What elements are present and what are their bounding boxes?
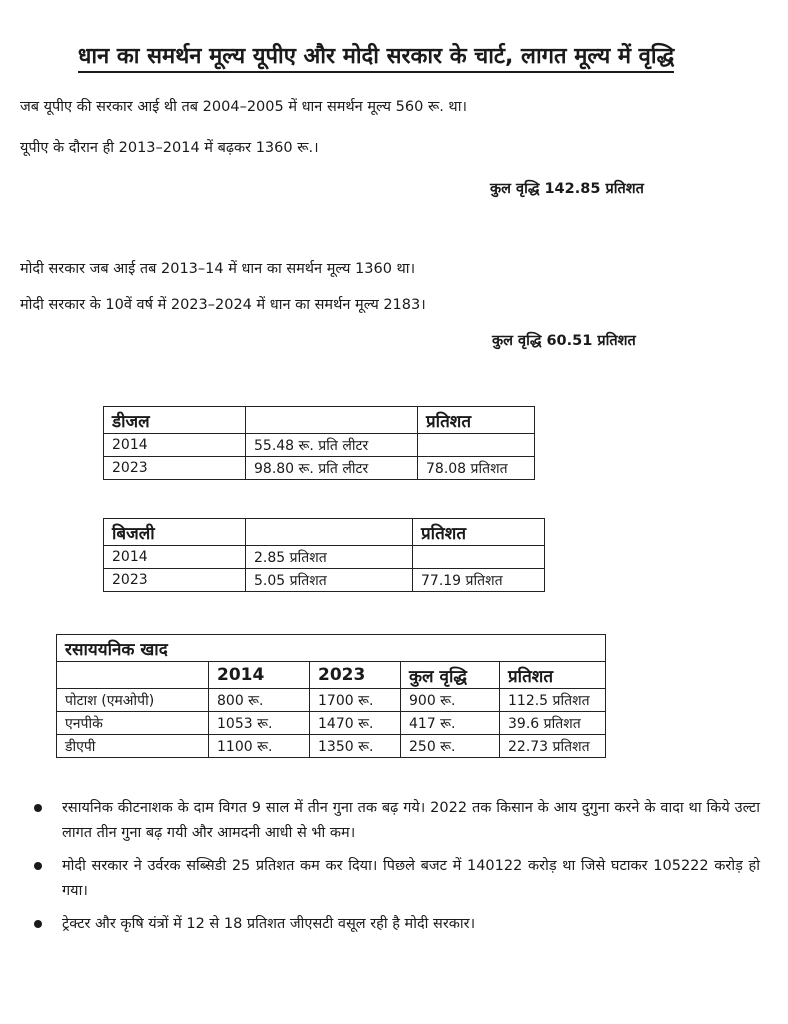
table-cell: 55.48 रू. प्रति लीटर bbox=[246, 434, 418, 457]
table-title-row bbox=[57, 635, 606, 662]
table-row bbox=[104, 569, 545, 592]
table-cell: 417 रू. bbox=[401, 712, 500, 735]
modi-line-1: मोदी सरकार जब आई तब 2013–14 में धान का समर्थन मूल्य 1360 था। bbox=[20, 261, 416, 277]
table-cell: 1053 रू. bbox=[209, 712, 310, 735]
table-cell: 78.08 प्रतिशत bbox=[418, 457, 535, 480]
list-item-text: मोदी सरकार ने उर्वरक सब्सिडी 25 प्रतिशत कम कर दिया। पिछले बजट में 140122 करोड़ था जिसे घटाकर 105222 करोड़ हो गया। bbox=[62, 858, 760, 899]
table-cell: 1470 रू. bbox=[310, 712, 401, 735]
bullet-list bbox=[30, 796, 760, 945]
table-header-cell: 2023 bbox=[310, 662, 401, 689]
table-header-cell bbox=[246, 407, 418, 434]
page-title: धान का समर्थन मूल्य यूपीए और मोदी सरकार के चार्ट, लागत मूल्य में वृद्धि bbox=[0, 40, 752, 70]
diesel-table bbox=[103, 406, 535, 480]
table-cell: 77.19 प्रतिशत bbox=[413, 569, 545, 592]
table-cell: 2023 bbox=[104, 569, 246, 592]
modi-total-increase: कुल वृद्धि 60.51 प्रतिशत bbox=[492, 333, 636, 349]
list-item-text: ट्रेक्टर और कृषि यंत्रों में 12 से 18 प्रतिशत जीएसटी वसूल रही है मोदी सरकार। bbox=[62, 916, 476, 932]
table-header-row bbox=[104, 519, 545, 546]
table-header-cell: डीजल bbox=[104, 407, 246, 434]
electricity-table bbox=[103, 518, 545, 592]
list-item bbox=[30, 912, 760, 937]
table-header-cell: प्रतिशत bbox=[500, 662, 606, 689]
upa-line-2: यूपीए के दौरान ही 2013–2014 में बढ़कर 1360 रू.। bbox=[20, 140, 319, 156]
table-cell: 1700 रू. bbox=[310, 689, 401, 712]
upa-total-increase: कुल वृद्धि 142.85 प्रतिशत bbox=[490, 181, 644, 197]
table-cell: 1100 रू. bbox=[209, 735, 310, 758]
bullet-icon bbox=[34, 804, 42, 812]
list-item bbox=[30, 854, 760, 904]
table-cell bbox=[413, 546, 545, 569]
bullet-icon bbox=[34, 862, 42, 870]
fertilizer-table-title: रसाययनिक खाद bbox=[57, 635, 606, 662]
list-item-text: रसायनिक कीटनाशक के दाम विगत 9 साल में तीन गुना तक बढ़ गये। 2022 तक किसान के आय दुगुना करने के वादा था किये उल्टा लागत तीन गुना बढ़ गयी और आमदनी आधी से भी कम। bbox=[62, 800, 760, 841]
table-cell: 2014 bbox=[104, 546, 246, 569]
table-cell: 22.73 प्रतिशत bbox=[500, 735, 606, 758]
table-row bbox=[57, 735, 606, 758]
table-cell: 2014 bbox=[104, 434, 246, 457]
upa-line-1: जब यूपीए की सरकार आई थी तब 2004–2005 में धान समर्थन मूल्य 560 रू. था। bbox=[20, 99, 467, 115]
table-header-cell: 2014 bbox=[209, 662, 310, 689]
table-cell: 39.6 प्रतिशत bbox=[500, 712, 606, 735]
table-row bbox=[57, 712, 606, 735]
table-cell: 2.85 प्रतिशत bbox=[246, 546, 413, 569]
table-row bbox=[104, 546, 545, 569]
fertilizer-table bbox=[56, 634, 606, 758]
table-row bbox=[104, 434, 535, 457]
table-header-cell: प्रतिशत bbox=[418, 407, 535, 434]
table-cell: 800 रू. bbox=[209, 689, 310, 712]
table-cell: 900 रू. bbox=[401, 689, 500, 712]
table-cell: 2023 bbox=[104, 457, 246, 480]
table-row bbox=[104, 457, 535, 480]
table-header-cell bbox=[246, 519, 413, 546]
table-cell: पोटाश (एमओपी) bbox=[57, 689, 209, 712]
table-row bbox=[57, 689, 606, 712]
table-cell: एनपीके bbox=[57, 712, 209, 735]
table-cell: डीएपी bbox=[57, 735, 209, 758]
table-header-cell: कुल वृद्धि bbox=[401, 662, 500, 689]
modi-line-2: मोदी सरकार के 10वें वर्ष में 2023–2024 में धान का समर्थन मूल्य 2183। bbox=[20, 297, 426, 313]
table-header-row bbox=[104, 407, 535, 434]
table-header-cell bbox=[57, 662, 209, 689]
table-cell: 250 रू. bbox=[401, 735, 500, 758]
table-header-row bbox=[57, 662, 606, 689]
table-cell: 5.05 प्रतिशत bbox=[246, 569, 413, 592]
bullet-icon bbox=[34, 920, 42, 928]
table-cell: 112.5 प्रतिशत bbox=[500, 689, 606, 712]
table-header-cell: बिजली bbox=[104, 519, 246, 546]
list-item bbox=[30, 796, 760, 846]
table-cell: 1350 रू. bbox=[310, 735, 401, 758]
table-cell bbox=[418, 434, 535, 457]
table-cell: 98.80 रू. प्रति लीटर bbox=[246, 457, 418, 480]
table-header-cell: प्रतिशत bbox=[413, 519, 545, 546]
